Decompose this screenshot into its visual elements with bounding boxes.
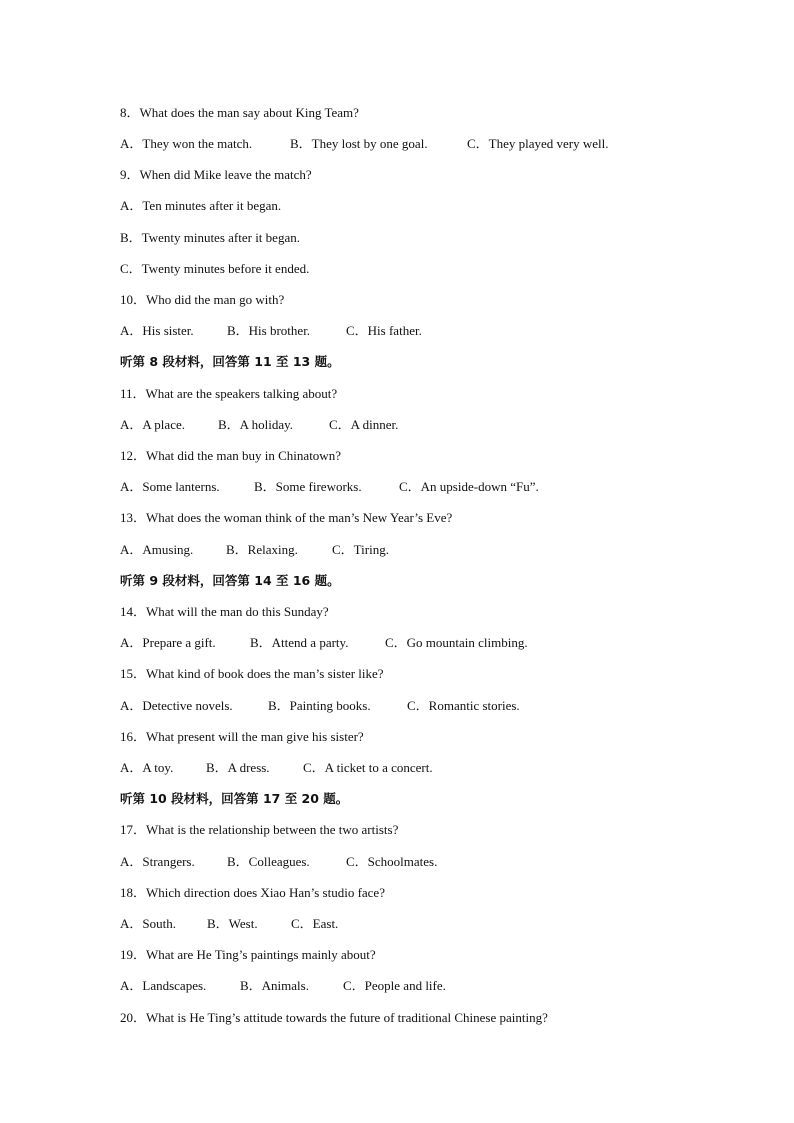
option-c: C．A ticket to a concert. xyxy=(303,760,433,775)
question-20-stem: 20．What is He Ting’s attitude towards the future of traditional Chinese painting? xyxy=(120,1010,548,1025)
option-a: A．His sister. xyxy=(120,323,194,338)
question-13-stem: 13．What does the woman think of the man’s New Year’s Eve? xyxy=(120,510,453,525)
option-c: C．Tiring. xyxy=(332,542,389,557)
option-b: B．Painting books. xyxy=(268,698,371,713)
question-16-stem: 16．What present will the man give his sister? xyxy=(120,729,364,744)
section-heading-9: 听第 9 段材料，回答第 14 至 16 题。 xyxy=(120,573,340,588)
question-9-option-a: A．Ten minutes after it began. xyxy=(120,198,282,213)
option-a: A．Landscapes. xyxy=(120,978,207,993)
question-9-stem: 9．When did Mike leave the match? xyxy=(120,167,312,182)
option-a: A．Some lanterns. xyxy=(120,479,220,494)
option-c: C．A dinner. xyxy=(329,417,399,432)
question-8-options xyxy=(120,136,609,152)
question-8-stem: 8．What does the man say about King Team? xyxy=(120,105,359,120)
question-9-option-c: C．Twenty minutes before it ended. xyxy=(120,261,310,276)
option-c: C．They played very well. xyxy=(467,136,609,151)
option-a: A．Detective novels. xyxy=(120,698,233,713)
question-15-stem: 15．What kind of book does the man’s sister like? xyxy=(120,666,384,681)
option-c: C．Schoolmates. xyxy=(346,854,438,869)
question-16-options xyxy=(120,760,433,776)
option-b: B．Some fireworks. xyxy=(254,479,362,494)
question-15-options xyxy=(120,698,520,714)
option-b: B．His brother. xyxy=(227,323,311,338)
question-12-options xyxy=(120,479,539,495)
option-a: A．Prepare a gift. xyxy=(120,635,216,650)
question-18-stem: 18．Which direction does Xiao Han’s studio face? xyxy=(120,885,385,900)
option-b: B．Colleagues. xyxy=(227,854,310,869)
option-b: B．Relaxing. xyxy=(226,542,298,557)
option-a: A．Strangers. xyxy=(120,854,195,869)
option-c: C．An upside-down “Fu”. xyxy=(399,479,539,494)
option-a: A．A toy. xyxy=(120,760,174,775)
section-heading-8: 听第 8 段材料，回答第 11 至 13 题。 xyxy=(120,354,340,369)
option-a: A．South. xyxy=(120,916,176,931)
option-b: B．Attend a party. xyxy=(250,635,349,650)
question-14-options xyxy=(120,635,528,651)
option-b: B．A dress. xyxy=(206,760,270,775)
question-19-options xyxy=(120,978,446,994)
question-10-options xyxy=(120,323,422,339)
question-18-options xyxy=(120,916,338,932)
option-a: A．They won the match. xyxy=(120,136,253,151)
question-17-stem: 17．What is the relationship between the two artists? xyxy=(120,822,399,837)
option-b: B．A holiday. xyxy=(218,417,293,432)
option-b: B．Animals. xyxy=(240,978,309,993)
option-b: B．West. xyxy=(207,916,258,931)
option-c: C．Go mountain climbing. xyxy=(385,635,528,650)
section-heading-10: 听第 10 段材料，回答第 17 至 20 题。 xyxy=(120,791,349,806)
question-11-stem: 11．What are the speakers talking about? xyxy=(120,386,338,401)
question-13-options xyxy=(120,542,389,558)
option-c: C．East. xyxy=(291,916,339,931)
option-a: A．A place. xyxy=(120,417,185,432)
question-17-options xyxy=(120,854,437,870)
question-9-option-b: B．Twenty minutes after it began. xyxy=(120,230,300,245)
option-c: C．His father. xyxy=(346,323,422,338)
question-19-stem: 19．What are He Ting’s paintings mainly about? xyxy=(120,947,376,962)
question-12-stem: 12．What did the man buy in Chinatown? xyxy=(120,448,341,463)
question-11-options xyxy=(120,417,398,433)
question-14-stem: 14．What will the man do this Sunday? xyxy=(120,604,329,619)
question-10-stem: 10．Who did the man go with? xyxy=(120,292,285,307)
option-c: C．People and life. xyxy=(343,978,446,993)
option-c: C．Romantic stories. xyxy=(407,698,520,713)
option-a: A．Amusing. xyxy=(120,542,194,557)
option-b: B．They lost by one goal. xyxy=(290,136,428,151)
